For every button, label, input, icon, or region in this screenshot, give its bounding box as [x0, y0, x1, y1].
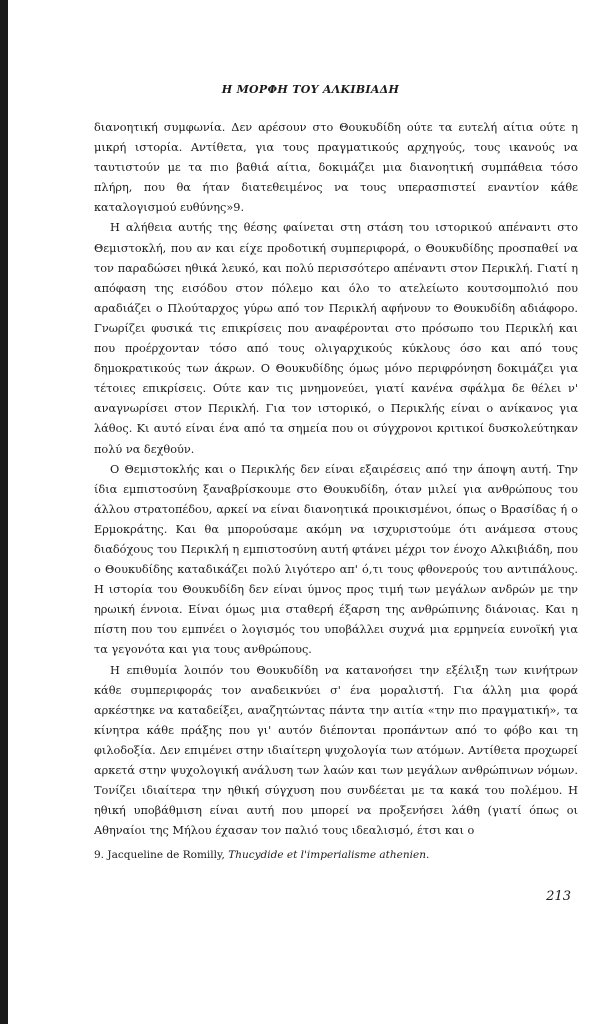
running-title: Η ΜΟΡΦΗ ΤΟΥ ΑΛΚΙΒΙΑΔΗ	[221, 83, 400, 96]
main-text	[94, 118, 578, 841]
footnote-number: 9.	[94, 849, 105, 861]
paragraph-4: Η επιθυμία λοιπόν του Θουκυδίδη να κατανοήσει την εξέλιξη των κινήτρων κάθε συμπεριφοράς τον αναδεικνύει σ' ένα μοραλιστή. Για άλλη μια φορά αρκέστηκε να καταδείξει, αναζητώντας πάντα την αιτία «την πιο πραγματική», τα κίνητρα κάθε πράξης που γι' αυτόν διέπονται προπάντων από το φόβο και τη φιλοδοξία. Δεν επιμένει στην ιδιαίτερη ψυχολογία των ατόμων. Αντίθετα προχωρεί αρκετά στην ψυχολογική ανάλυση των λαών και των μεγάλων ανθρώπινων νόμων. Τονίζει ιδιαίτερα την ηθική σύγχυση που συνδέεται με τα κακά του πολέμου. Η ηθική υποβάθμιση είναι αυτή που μπορεί να προξενήσει λάθη (γιατί όπως οι Αθηναίοι της Μήλου έχασαν τον παλιό τους ιδεαλισμό, έτσι και ο	[94, 663, 578, 838]
footnote-author: Jacqueline de Romilly,	[107, 849, 225, 861]
footnote-title: Thucydide et l'imperialisme athenien.	[228, 849, 430, 861]
paragraph-3: Ο Θεμιστοκλής και ο Περικλής δεν είναι εξαιρέσεις από την άποψη αυτή. Την ίδια εμπιστοσύνη ξαναβρίσκουμε στο Θουκυδίδη, όταν μιλεί για ανθρώπους του άλλου στρατοπέδου, αρκεί να είναι διανοητικά προικισμένοι, όπως ο Βρασίδας ή ο Ερμοκράτης. Και θα μπορούσαμε ακόμη να ισχυριστούμε ότι ανάμεσα στους διαδόχους του Περικλή η εμπιστοσύνη αυτή φτάνει μέχρι τον ένοχο Αλκιβιάδη, που ο Θουκυδίδης καταδικάζει πολύ λιγότερο απ' ό,τι τους φθονερούς του αντιπάλους. Η ιστορία του Θουκυδίδη δεν είναι ύμνος προς τιμή των μεγάλων ανδρών με την ηρωική έννοια. Είναι όμως μια σταθερή έξαρση της ανθρώπινης διάνοιας. Και η πίστη που του εμπνέει ο λογισμός του υποβάλλει συχνά μια ερμηνεία ευνοϊκή για τα γεγονότα και για τους ανθρώπους.	[94, 462, 578, 657]
paragraph-2: Η αλήθεια αυτής της θέσης φαίνεται στη στάση του ιστορικού απέναντι στο Θεμιστοκλή, που αν και είχε προδοτική συμπεριφορά, ο Θουκυδίδης προσπαθεί να τον παραδώσει ηθικά λευκό, και πολύ περισσότερο απέναντι στον Περικλή. Γιατί η απόφαση της εισόδου στον πόλεμο και όλο το ατελείωτο κουτσομπολιό που αραδιάζει ο Πλούταρχος γύρω από τον Περικλή αφήνουν το Θουκυδίδη αδιάφορο. Γνωρίζει φυσικά τις επικρίσεις που αναφέρονται στο πρόσωπο του Περικλή και που προέρχονταν τόσο από τους ολιγαρχικούς κύκλους όσο και από τους δημοκρατικούς των άκρων. Ο Θουκυδίδης όμως μόνο περιφρόνηση δοκιμάζει για τέτοιες επικρίσεις. Ούτε καν τις μνημονεύει, γιατί κανένα σφάλμα δε θέλει ν' αναγνωρίσει στον Περικλή. Για τον ιστορικό, ο Περικλής είναι ο ανίκανος για λάθος. Κι αυτό είναι ένα από τα σημεία που οι σύγχρονοι κριτικοί δυσκολεύτηκαν πολύ να δεχθούν.	[94, 221, 578, 456]
footnote	[94, 849, 578, 861]
page-number: 213	[546, 889, 571, 904]
paragraph-1: διανοητική συμφωνία. Δεν αρέσουν στο Θουκυδίδη ούτε τα ευτελή αίτια ούτε η μικρή ιστορία. Αντίθετα, για τους πραγματικούς αρχηγούς, τους ικανούς να ταυτιστούν με τα πιο βαθιά αίτια, δοκιμάζει μια διανοητική συμπάθεια τόσο πλήρη, που θα ήταν διατεθειμένος να τους υπερασπιστεί εναντίον κάθε καταλογισμού ευθύνης»9.	[94, 121, 578, 215]
